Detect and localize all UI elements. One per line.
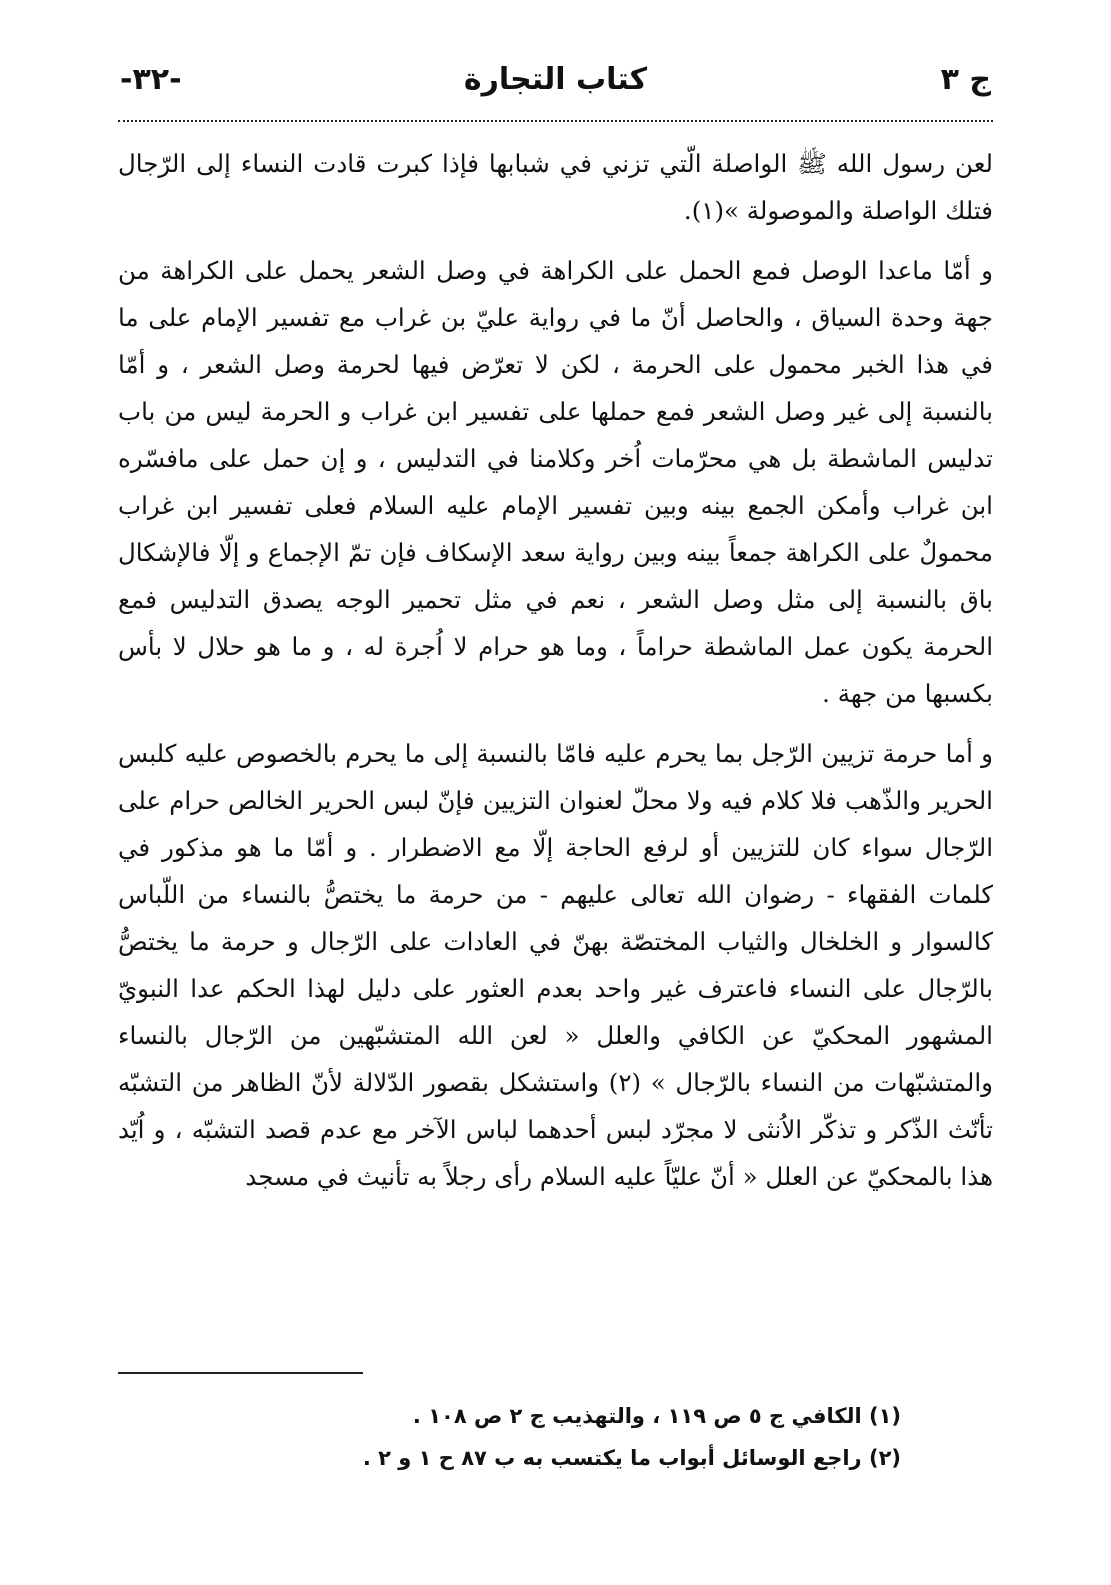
volume-label: ج ٣ [940, 62, 991, 97]
paragraph: و أمّا ماعدا الوصل فمع الحمل على الكراهة في وصل الشعر يحمل على الكراهة من جهة وحدة السياق ، والحاصل أنّ ما في رواية عليّ بن غراب مع تفسير الإمام على ما في هذا الخبر محمول على الحرمة ، لكن لا تعرّض فيها لحرمة وصل الشعر ، و أمّا بالنسبة إلى غير وصل الشعر فمع حملها على تفسير ابن غراب و الحرمة ليس من باب تدليس الماشطة بل هي محرّمات اُخر وكلامنا في التدليس ، و إن حمل على مافسّره ابن غراب وأمكن الجمع بينه وبين تفسير الإمام عليه السلام فعلى تفسير ابن غراب محمولٌ على الكراهة جمعاً بينه وبين رواية سعد الإسكاف فإن تمّ الإجماع و إلّا فالإشكال باق بالنسبة إلى مثل وصل الشعر ، نعم في مثل تحمير الوجه يصدق التدليس فمع الحرمة يكون عمل الماشطة حراماً ، وما هو حرام لا اُجرة له ، و ما هو حلال لا بأس بكسبها من جهة . [118, 256, 993, 708]
header-divider [118, 120, 993, 122]
main-text [118, 140, 993, 1200]
page-number: -٣٢- [120, 62, 182, 97]
page-header [120, 62, 991, 114]
footnotes [118, 1395, 901, 1479]
footnote-divider [118, 1372, 363, 1374]
footnote: (١) الكافي ج ٥ ص ١١٩ ، والتهذيب ج ٢ ص ١٠٨ . [412, 1404, 901, 1428]
paragraph: و أما حرمة تزيين الرّجل بما يحرم عليه فامّا بالنسبة إلى ما يحرم بالخصوص عليه كلبس الحرير والذّهب فلا كلام فيه ولا محلّ لعنوان التزيين فإنّ لبس الحرير الخالص حرام على الرّجال سواء كان للتزيين أو لرفع الحاجة إلّا مع الاضطرار . و أمّا ما هو مذكور في كلمات الفقهاء - رضوان الله تعالى عليهم - من حرمة ما يختصُّ بالنساء من اللّباس كالسوار و الخلخال والثياب المختصّة بهنّ في العادات على الرّجال و حرمة ما يختصُّ بالرّجال على النساء فاعترف غير واحد بعدم العثور على دليل لهذا الحكم عدا النبويّ المشهور المحكيّ عن الكافي والعلل « لعن الله المتشبّهين من الرّجال بالنساء والمتشبّهات من النساء بالرّجال » (٢) واستشكل بقصور الدّلالة لأنّ الظاهر من التشبّه تأنّث الذّكر و تذكّر الاُنثى لا مجرّد لبس أحدهما لباس الآخر مع عدم قصد التشبّه ، و اُيّد هذا بالمحكيّ عن العلل « أنّ عليّاً عليه السلام رأى رجلاً به تأنيث في مسجد [118, 739, 993, 1191]
footnote: (٢) راجع الوسائل أبواب ما يكتسب به ب ٨٧ ح ١ و ٢ . [362, 1446, 901, 1470]
book-title: كتاب التجارة [463, 62, 648, 97]
paragraph: لعن رسول الله ﷺ الواصلة الّتي تزني في شبابها فإذا كبرت قادت النساء إلى الرّجال فتلك الواصلة والموصولة »(١). [118, 149, 993, 225]
